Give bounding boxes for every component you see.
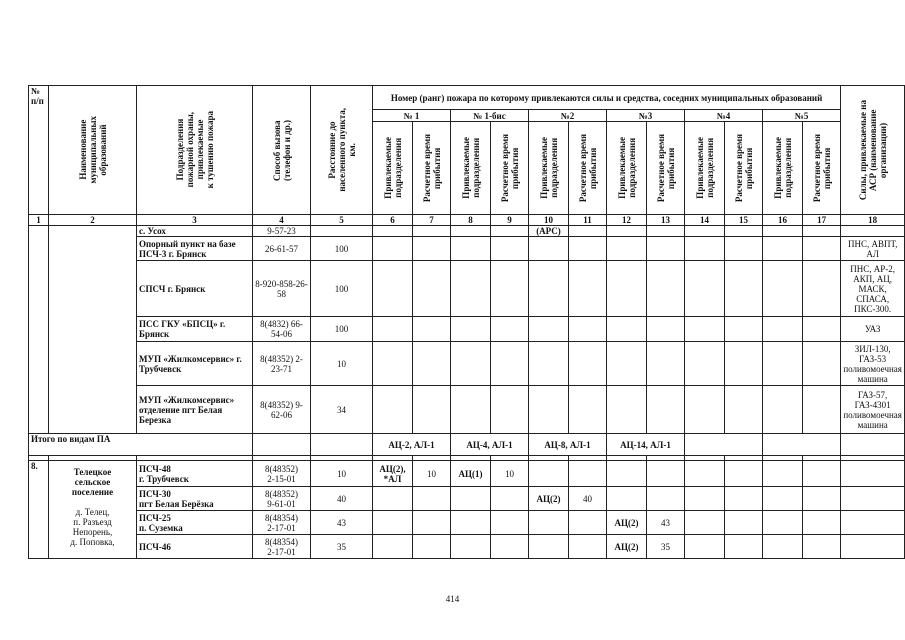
rank1bis-time-cell: 10 [491, 461, 529, 487]
table-row [29, 511, 905, 535]
totals-row [29, 434, 905, 456]
col-num: 16 [763, 215, 803, 226]
municipality-places: д. Телец, п. Разъезд Непорень, д. Поповка, [70, 507, 115, 547]
unit-cell: с. Усох [137, 226, 253, 237]
unit-cell: ПСЧ-48 г. Трубчевск [137, 461, 253, 487]
distance-cell: 35 [311, 535, 373, 559]
fire-resources-table [28, 85, 905, 559]
table-row [29, 386, 905, 434]
rank-1: № 1 [373, 110, 451, 122]
rank3-time-cell: 43 [647, 511, 685, 535]
distance-cell: 43 [311, 511, 373, 535]
header-units: Подразделения пожарной охраны, привлекаемые к тушению пожара [137, 86, 253, 215]
phone-cell: 8-920-858-26-58 [253, 261, 311, 317]
table-row [29, 261, 905, 317]
col-num: 15 [725, 215, 763, 226]
col-num: 1 [29, 215, 49, 226]
col-num: 17 [803, 215, 841, 226]
rank-5: №5 [763, 110, 841, 122]
sub-units-1bis: Привлекаемые подразделения [451, 122, 491, 215]
unit-cell: ПСЧ-46 [137, 535, 253, 559]
table-row [29, 317, 905, 342]
table-row [29, 487, 905, 511]
distance-cell: 34 [311, 386, 373, 434]
distance-cell: 100 [311, 317, 373, 342]
col-num: 14 [685, 215, 725, 226]
col-num: 2 [49, 215, 137, 226]
asr-cell: ПНС, АР-2, АКП, АЦ, МАСК, СПАСА, ПКС-300. [841, 261, 905, 317]
header-number: № п/п [29, 86, 49, 215]
rank3-units-cell: АЦ(2) [607, 511, 647, 535]
phone-cell: 8(48352) 9-62-06 [253, 386, 311, 434]
header-call-method: Способ вызова (телефон и др.) [253, 86, 311, 215]
distance-cell: 10 [311, 461, 373, 487]
sub-time-1bis: Расчетное время прибытия [491, 122, 529, 215]
column-numbers-row [29, 215, 905, 226]
asr-cell: ЗИЛ-130, ГАЗ-53 поливомоечная машина [841, 342, 905, 386]
phone-cell: 8(48352) 2-15-01 [253, 461, 311, 487]
phone-cell: 9-57-23 [253, 226, 311, 237]
rank-1bis: № 1-бис [451, 110, 529, 122]
totals-rank3: АЦ-14, АЛ-1 [607, 434, 685, 456]
unit-cell: МУП «Жилкомсервис» отделение пгт Белая Березка [137, 386, 253, 434]
asr-cell [841, 226, 905, 237]
distance-cell: 10 [311, 342, 373, 386]
col-num: 10 [529, 215, 569, 226]
col-num: 8 [451, 215, 491, 226]
header-municipality: Наименование муниципальных образований [49, 86, 137, 215]
table-row [29, 461, 905, 487]
municipality-name: Телецкое сельское поселение [71, 467, 114, 497]
rank-2: №2 [529, 110, 607, 122]
table-row [29, 237, 905, 261]
phone-cell: 26-61-57 [253, 237, 311, 261]
col-num: 13 [647, 215, 685, 226]
rank1-time-cell: 10 [413, 461, 451, 487]
col-num: 4 [253, 215, 311, 226]
phone-cell: 8(48352) 9-61-01 [253, 487, 311, 511]
sub-units-1: Привлекаемые подразделения [373, 122, 413, 215]
sub-time-2: Расчетное время прибытия [569, 122, 607, 215]
table-row [29, 226, 905, 237]
totals-rank1bis: АЦ-4, АЛ-1 [451, 434, 529, 456]
no-cell [29, 226, 49, 434]
rank3-time-cell: 35 [647, 535, 685, 559]
sub-time-4: Расчетное время прибытия [725, 122, 763, 215]
rank3-units-cell: АЦ(2) [607, 535, 647, 559]
unit-cell: СПСЧ г. Брянск [137, 261, 253, 317]
table-row [29, 535, 905, 559]
unit-cell: ПСЧ-30 пгт Белая Берёзка [137, 487, 253, 511]
col-num: 9 [491, 215, 529, 226]
distance-cell [311, 226, 373, 237]
header-distance: Расстояние до населенного пункта, км. [311, 86, 373, 215]
unit-cell: МУП «Жилкомсервис» г. Трубчевск [137, 342, 253, 386]
unit-cell: ПСС ГКУ «БПСЦ» г. Брянск [137, 317, 253, 342]
phone-cell: 8(48354) 2-17-01 [253, 535, 311, 559]
col-num: 3 [137, 215, 253, 226]
rank2-units-cell: (АРС) [529, 226, 569, 237]
sub-units-4: Привлекаемые подразделения [685, 122, 725, 215]
totals-label: Итого по видам ПА [29, 434, 253, 456]
distance-cell: 100 [311, 261, 373, 317]
unit-cell: ПСЧ-25 п. Суземка [137, 511, 253, 535]
rank2-units-cell: АЦ(2) [529, 487, 569, 511]
rank-4: №4 [685, 110, 763, 122]
sub-units-3: Привлекаемые подразделения [607, 122, 647, 215]
col-num: 18 [841, 215, 905, 226]
phone-cell: 8(48352) 2-23-71 [253, 342, 311, 386]
header-asr: Силы, привлекаемые на АСР (наименование организации) [841, 86, 905, 215]
col-num: 5 [311, 215, 373, 226]
section-municipality [49, 461, 137, 559]
rank1bis-units-cell: АЦ(1) [451, 461, 491, 487]
rank-3: №3 [607, 110, 685, 122]
header-rank-title: Номер (ранг) пожара по которому привлекаются силы и средства, соседних муниципальных образований [373, 86, 841, 110]
municipality-cell [49, 226, 137, 434]
distance-cell: 100 [311, 237, 373, 261]
asr-cell: УАЗ [841, 317, 905, 342]
table-row [29, 342, 905, 386]
rank2-time-cell: 40 [569, 487, 607, 511]
asr-cell: ГАЗ-57, ГАЗ-4301 поливомоечная машина [841, 386, 905, 434]
asr-cell: ПНС, АВПТ, АЛ [841, 237, 905, 261]
col-num: 7 [413, 215, 451, 226]
sub-units-5: Привлекаемые подразделения [763, 122, 803, 215]
col-num: 6 [373, 215, 413, 226]
col-num: 12 [607, 215, 647, 226]
unit-cell: Опорный пункт на базе ПСЧ-3 г. Брянск [137, 237, 253, 261]
sub-time-5: Расчетное время прибытия [803, 122, 841, 215]
phone-cell: 8(48354) 2-17-01 [253, 511, 311, 535]
phone-cell: 8(4832) 66-54-06 [253, 317, 311, 342]
col-num: 11 [569, 215, 607, 226]
rank1-units-cell: АЦ(2), *АЛ [373, 461, 413, 487]
sub-units-2: Привлекаемые подразделения [529, 122, 569, 215]
totals-rank2: АЦ-8, АЛ-1 [529, 434, 607, 456]
distance-cell: 40 [311, 487, 373, 511]
sub-time-3: Расчетное время прибытия [647, 122, 685, 215]
section-number: 8. [29, 461, 49, 559]
totals-rank1: АЦ-2, АЛ-1 [373, 434, 451, 456]
page-number: 414 [445, 594, 460, 604]
sub-time-1: Расчетное время прибытия [413, 122, 451, 215]
